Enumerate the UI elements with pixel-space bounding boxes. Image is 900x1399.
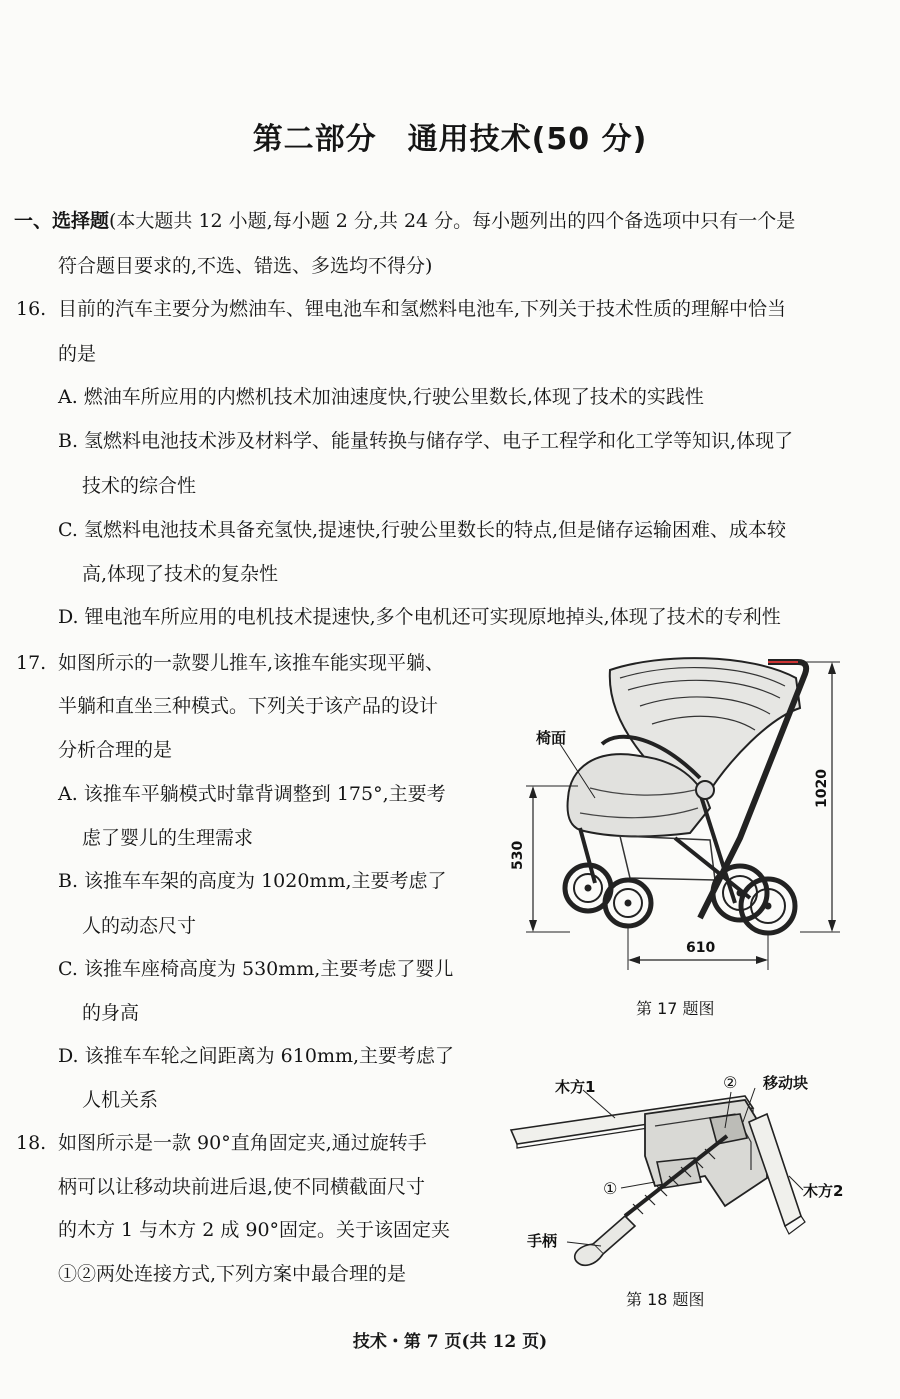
handle-label: 手柄 [527,1232,558,1250]
q18-stem-line3: 的木方 1 与木方 2 成 90°固定。关于该固定夹 [58,1219,451,1241]
page-footer: 技术・第 7 页(共 12 页) [352,1332,548,1352]
wood2-label: 木方2 [803,1182,844,1200]
q17-stem-line1: 如图所示的一款婴儿推车,该推车能实现平躺、 [58,652,445,674]
q17-number: 17. [16,652,47,674]
q18-stem-line2: 柄可以让移动块前进后退,使不同横截面尺寸 [58,1176,426,1198]
q17-stem-line3: 分析合理的是 [58,739,173,761]
q16-option-c-line2: 高,体现了技术的复杂性 [82,563,279,585]
wood1-label: 木方1 [555,1078,596,1096]
corner-clamp-figure [505,1066,865,1281]
section-instructions-line2: 符合题目要求的,不选、错选、多选均不得分) [58,255,433,277]
q16-option-b: B. 氢燃料电池技术涉及材料学、能量转换与储存学、电子工程学和化工学等知识,体现了 [58,430,794,452]
q17-option-d: D. 该推车车轮之间距离为 610mm,主要考虑了 [58,1045,455,1067]
q17-option-a-line2: 虑了婴儿的生理需求 [82,827,254,849]
seat-label: 椅面 [536,729,567,747]
section-instructions [14,209,795,233]
q17-option-b: B. 该推车车架的高度为 1020mm,主要考虑了 [58,870,447,892]
q16-number: 16. [16,298,47,320]
clamp-handle [593,1216,635,1254]
q18-stem-line1: 如图所示是一款 90°直角固定夹,通过旋转手 [58,1132,427,1154]
section-heading: 一、选择题 [14,210,110,232]
circle-1-label: ① [603,1179,618,1198]
q17-option-b-line2: 人的动态尺寸 [82,915,197,937]
moving-block [710,1114,747,1144]
q17-option-d-line2: 人机关系 [82,1089,159,1111]
q17-option-c-line2: 的身高 [82,1002,140,1024]
section-instructions-line1: (本大题共 12 小题,每小题 2 分,共 24 分。每小题列出的四个备选项中只有一个是 [109,210,796,232]
dim-height-label: 1020 [814,769,830,808]
stroller-figure [500,648,880,978]
q16-option-a: A. 燃油车所应用的内燃机技术加油速度快,行驶公里数长,体现了技术的实践性 [58,386,704,408]
figure-18-caption: 第 18 题图 [626,1290,705,1309]
q16-stem-line2: 的是 [58,343,97,365]
q18-stem-line4: ①②两处连接方式,下列方案中最合理的是 [58,1263,407,1285]
figure-17-caption: 第 17 题图 [636,999,715,1018]
q16-option-d: D. 锂电池车所应用的电机技术提速快,多个电机还可实现原地掉头,体现了技术的专利性 [58,606,781,628]
q18-number: 18. [16,1132,47,1154]
q16-option-b-line2: 技术的综合性 [82,475,197,497]
dim-wheelbase-label: 610 [686,940,716,956]
q17-stem-line2: 半躺和直坐三种模式。下列关于该产品的设计 [58,695,439,717]
moving-block-label: 移动块 [763,1074,809,1092]
q17-option-a: A. 该推车平躺模式时靠背调整到 175°,主要考 [58,783,446,805]
q16-stem-line1: 目前的汽车主要分为燃油车、锂电池车和氢燃料电池车,下列关于技术性质的理解中恰当 [58,298,787,320]
circle-2-label: ② [723,1073,738,1092]
page-title: 第二部分 通用技术(50 分) [252,122,648,157]
q16-option-c: C. 氢燃料电池技术具备充氢快,提速快,行驶公里数长的特点,但是储存运输困难、成本较 [58,519,787,541]
q17-option-c: C. 该推车座椅高度为 530mm,主要考虑了婴儿 [58,958,454,980]
front-wheel-right [605,880,651,926]
dim-seat-label: 530 [510,840,526,870]
